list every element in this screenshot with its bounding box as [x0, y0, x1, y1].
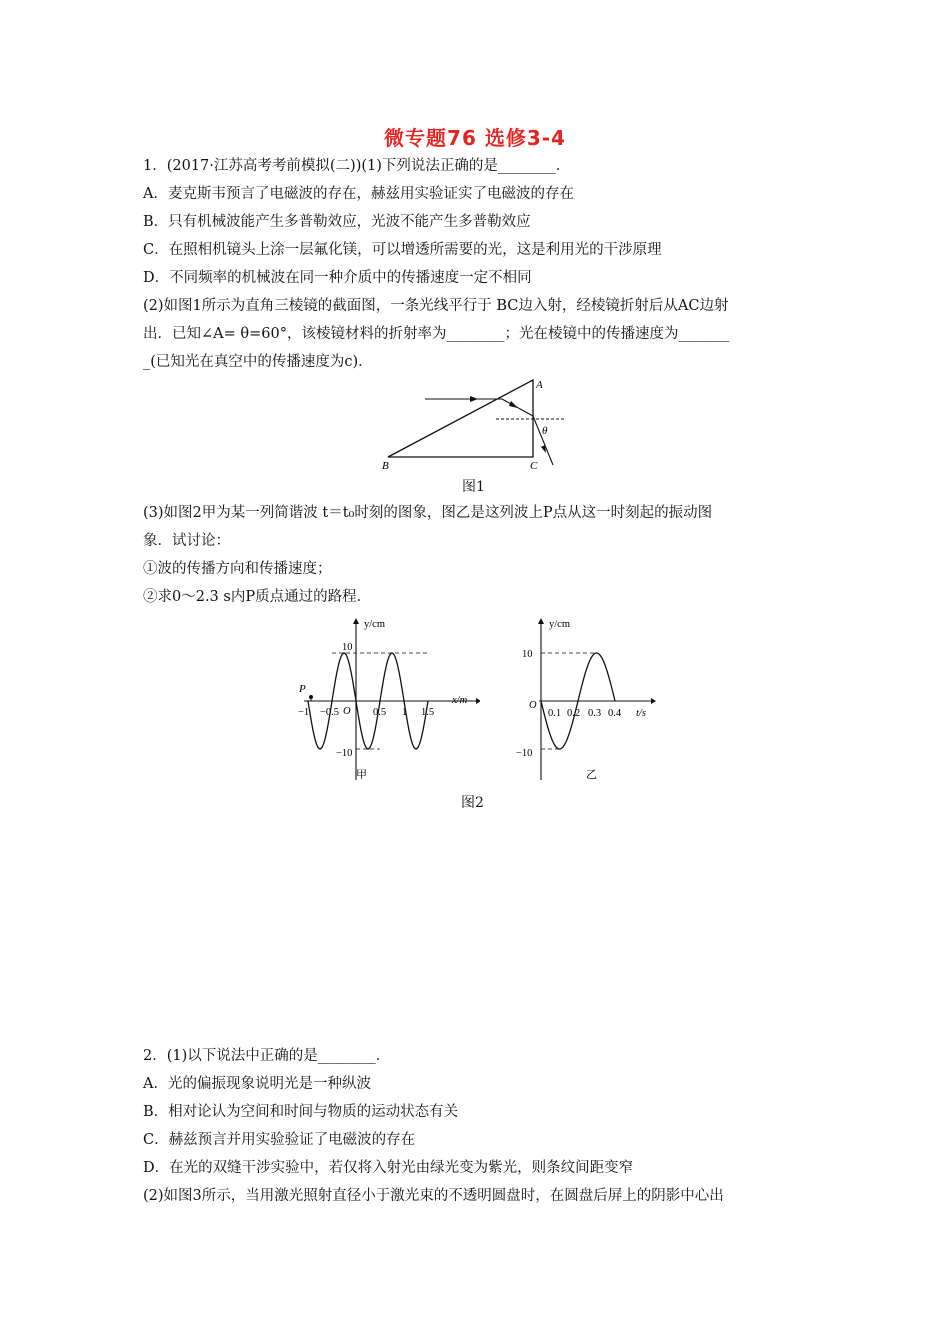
figure-2-yi-vibration-graph — [505, 610, 665, 785]
y-tick-10: 10 — [342, 642, 353, 653]
vertex-b-label: B — [382, 460, 389, 472]
q1-option-b: B．只有机械波能产生多普勒效应，光波不能产生多普勒效应 — [143, 214, 531, 230]
q1-option-c: C．在照相机镜头上涂一层氟化镁，可以增透所需要的光，这是利用光的干涉原理 — [143, 242, 662, 258]
y-axis-label: y/cm — [364, 619, 385, 630]
x-tick-0-5: 0.5 — [373, 707, 387, 718]
vertex-c-label: C — [530, 460, 538, 472]
y-tick-10: 10 — [522, 649, 533, 660]
figure-2-yi-caption: 乙 — [586, 769, 597, 781]
figure-2-caption: 图2 — [461, 795, 484, 811]
q2-stem: 2．(1)以下说法中正确的是________． — [143, 1048, 391, 1064]
x-tick-neg1: −1 — [298, 707, 310, 718]
q1-option-a: A．麦克斯韦预言了电磁波的存在，赫兹用实验证实了电磁波的存在 — [143, 186, 574, 202]
x-tick-1-5: 1.5 — [421, 707, 435, 718]
q1-stem: 1．(2017·江苏高考考前模拟(二))(1)下列说法正确的是________． — [143, 158, 571, 174]
q2-option-c: C．赫兹预言并用实验验证了电磁波的存在 — [143, 1132, 416, 1148]
q1-option-d: D．不同频率的机械波在同一种介质中的传播速度一定不相同 — [143, 270, 532, 286]
x-axis-label: x/m — [452, 695, 468, 706]
q2-option-d: D．在光的双缝干涉实验中，若仅将入射光由绿光变为紫光，则条纹间距变窄 — [143, 1160, 634, 1176]
figure-1-prism — [370, 372, 590, 472]
x-tick-neg0-5: −0.5 — [320, 707, 340, 718]
y-tick-neg10: −10 — [336, 748, 353, 759]
y-tick-neg10: −10 — [516, 748, 533, 759]
x-axis-label: t/s — [636, 708, 646, 719]
q1-part2-line1: (2)如图1所示为直角三棱镜的截面图，一条光线平行于 BC边入射，经棱镜折射后从AC边射 — [143, 298, 729, 314]
q1-part3-line4: ②求0～2.3 s内P质点通过的路程． — [143, 589, 372, 605]
origin-label: O — [343, 706, 351, 717]
t-tick-0-1: 0.1 — [548, 708, 562, 719]
q1-part3-line3: ①波的传播方向和传播速度； — [143, 561, 332, 577]
figure-1-caption: 图1 — [462, 479, 485, 495]
theta-label: θ — [542, 425, 548, 437]
t-tick-0-2: 0.2 — [567, 708, 581, 719]
figure-2-jia-wave-graph — [280, 610, 480, 785]
q1-part3-line2: 象．试讨论： — [143, 533, 230, 549]
page-title: 微专题76 选修3-4 — [384, 126, 566, 150]
vertex-a-label: A — [536, 379, 543, 391]
figure-2-jia-caption: 甲 — [356, 769, 367, 781]
t-tick-0-3: 0.3 — [588, 708, 602, 719]
t-tick-0-4: 0.4 — [608, 708, 622, 719]
q2-option-a: A．光的偏振现象说明光是一种纵波 — [143, 1076, 371, 1092]
q1-part2-line3: _(已知光在真空中的传播速度为c)． — [143, 354, 373, 370]
q2-part2-line1: (2)如图3所示，当用激光照射直径小于激光束的不透明圆盘时，在圆盘后屏上的阴影中心出 — [143, 1188, 724, 1204]
q1-part3-line1: (3)如图2甲为某一列简谐波 t＝t₀时刻的图象，图乙是这列波上P点从这一时刻起的振动图 — [143, 505, 713, 521]
point-p-label: P — [299, 683, 306, 695]
q1-part2-line2: 出．已知∠A= θ=60°，该棱镜材料的折射率为________；光在棱镜中的传播速度为_______ — [143, 326, 730, 342]
y-axis-label: y/cm — [549, 619, 570, 630]
x-tick-1: 1 — [402, 707, 408, 718]
q2-option-b: B．相对论认为空间和时间与物质的运动状态有关 — [143, 1104, 459, 1120]
origin-label: O — [529, 700, 537, 711]
